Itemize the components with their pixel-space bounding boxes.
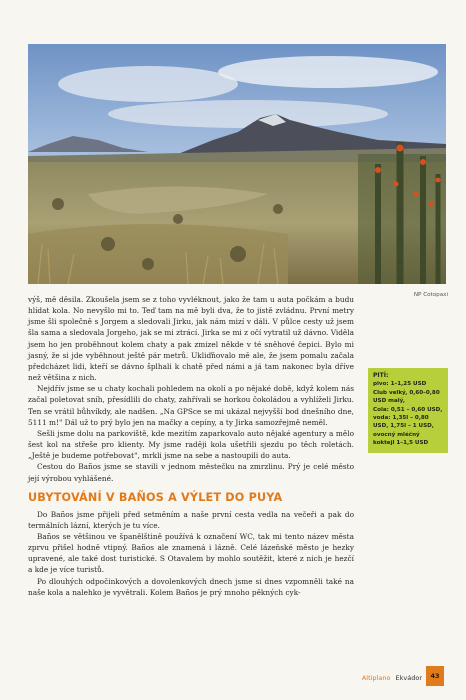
price-item: pivo: 1–1,25 USD [373,381,427,388]
page-footer [362,674,422,682]
drinks-box-title: PITÍ: [373,372,389,379]
paragraph: Baños se většinou ve španělštině používá k označení WC, tak mi tento název města zprvu přišel hodně vtipný. Baños ale znamená i lázně. Celé lázeňské město je hezky upravené, ale také dost turistické. S Otavalem by mohlo soutěžit, které z nich je hezčí a kde je více turistů. [28,531,354,575]
price-item: voda: 1,35l – 0,80 USD, 1,75l – 1 USD, ovocný mléčný koktejl 1–1,5 USD [373,415,434,447]
paragraph: Nejdřív jsme se u chaty kochali pohledem na okolí a po nějaké době, když kolem nás začal poletovat sníh, přesídlili do chaty, zahřívali se horkou čokoládou a vyhlíželi Jirku. Ten se vrátil bůhvíkdy, ale nadšen. „Na GPSce se mi ukázal nejvyšší bod dnešního dne, 5111 m!" Dál už to prý bylo jen na mačky a cepíny, a ty Jirka samozřejmě neměl. [28,384,354,427]
page-number: 43 [426,666,444,686]
landscape-photo [28,44,446,284]
paragraph: Do Baños jsme přijeli před setměním a naše první cesta vedla na večeři a pak do termálních lázní, kterých je tu více. [28,509,354,530]
country-name: Ekvádor [395,674,422,682]
paramo-volcano-image [28,44,446,284]
article-body [28,294,354,598]
photo-caption: NP Cotopaxi [413,292,448,298]
drinks-price-box [368,368,448,453]
paragraph: Po dlouhých odpočinkových a dovolenkových dnech jsme si dnes vzpomněli také na naše kola a nalehko je vyvětrali. Kolem Baños je prý mnoho pěkných cyk- [28,576,354,597]
price-item: Club velký, 0,60–0,80 USD malý, [373,389,440,405]
price-item: Cola: 0,51 – 0,60 USD, [373,406,443,413]
series-name: Altiplano [361,674,391,682]
section-heading: UBYTOVÁNÍ V BAÑOS A VÝLET DO PUYA [28,490,283,504]
paragraph: výš, mě děsila. Zkoušela jsem se z toho vyvléknout, jako že tam u auta počkám a budu hlídat kola. No nevyšlo mi to. Teď tam na mě byli dva, že to jistě zvládnu. První metry jsme šli společně s Jorgem a sledovali Jirku, jak nám mizí v dáli. V půlce cesty už jsem šla sama a sledovala Jorgeho, jak se mi ztrácí. Jirka se mi z očí vytratil už dávno. Viděla jsem ho jen proběhnout kolem chaty a pak zmizel někde v té sněhové čepici. Bylo mi jasný, že si jde vyběhnout ještě pár metrů. Ukliďňovalo mě ale, že jsem pomalu začala předcházet lidi, kteří se dávno šplhali k chatě před námi a já tam nakonec byla dříve než většina z nich. [28,295,354,383]
paragraph: Cestou do Baños jsme se stavili v jednom městečku na zmrzlinu. Prý je celé město její výrobou vyhlášené. [28,462,354,483]
paragraph: Sešli jsme dolu na parkoviště, kde mezitím zaparkovalo auto nějaké agentury a mělo šest kol na střeše pro klienty. My jsme raději kola ušetřili sjezdu po těch roletách. „Ještě je budeme potřebovat", mrkli jsme na sebe a nastoupili do auta. [28,428,354,461]
